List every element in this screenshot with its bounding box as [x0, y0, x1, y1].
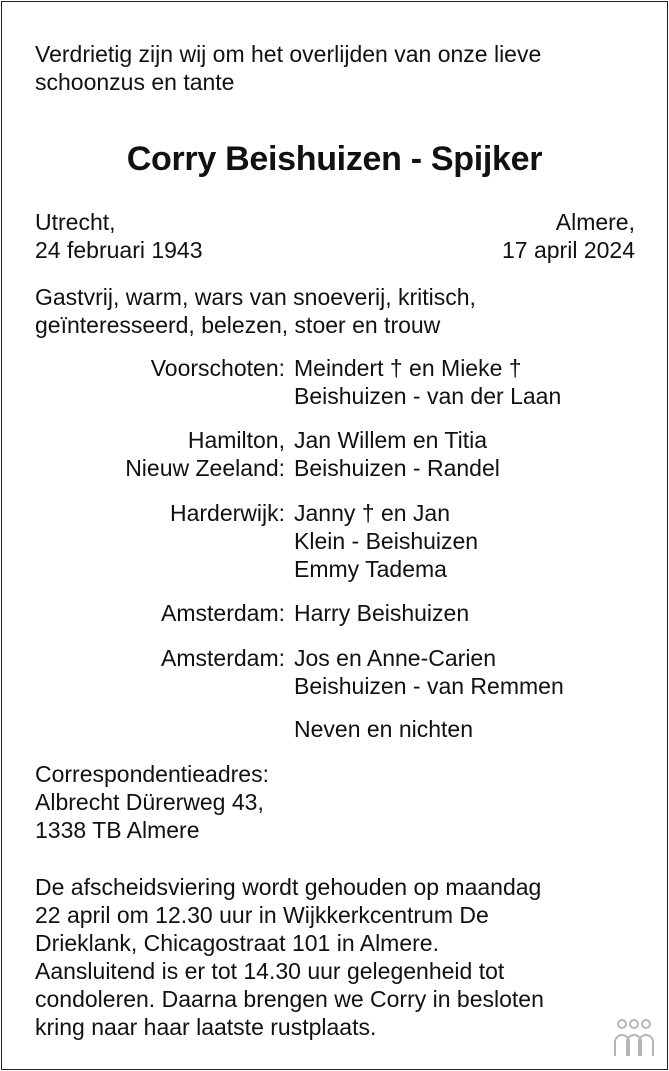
ceremony-line: 22 april om 12.30 uur in Wijkkerkcentrum De — [35, 902, 489, 928]
death-date: 17 april 2024 — [502, 237, 635, 263]
family-place — [35, 426, 285, 482]
family-name-line: Neven en nichten — [294, 716, 474, 742]
family-place-line: Harderwijk: — [169, 500, 285, 526]
family-place — [35, 644, 285, 672]
correspondence-label: Correspondentieadres: — [35, 761, 269, 787]
family-place — [35, 354, 285, 382]
family-name-line: Beishuizen - van Remmen — [294, 673, 564, 699]
family-place-line: Hamilton, — [187, 427, 285, 453]
birth-info — [35, 208, 203, 264]
family-names — [294, 499, 644, 583]
family-names — [294, 599, 644, 627]
deceased-name: Corry Beishuizen - Spijker — [126, 140, 543, 178]
traits-line: Gastvrij, warm, wars van snoeverij, kritisch, — [35, 284, 476, 310]
family-place — [35, 599, 285, 627]
intro-text — [35, 40, 645, 96]
family-place-line: Nieuw Zeeland: — [125, 455, 285, 481]
family-place-line: Voorschoten: — [150, 355, 285, 381]
family-place-line: Amsterdam: — [161, 645, 285, 671]
family-name-line: Janny † en Jan — [294, 500, 451, 526]
death-info — [502, 208, 635, 264]
family-place — [35, 499, 285, 527]
ceremony-line: condoleren. Daarna brengen we Corry in besloten — [35, 986, 544, 1012]
birth-place: Utrecht, — [35, 209, 116, 235]
obituary-card — [1, 1, 668, 1070]
family-name-line: Jan Willem en Titia — [294, 427, 488, 453]
family-name-line: Beishuizen - van der Laan — [294, 383, 562, 409]
ceremony-text — [35, 873, 655, 1041]
ceremony-line: De afscheidsviering wordt gehouden op maandag — [35, 874, 542, 900]
intro-line: schoonzus en tante — [35, 69, 235, 95]
family-name-line: Meindert † en Mieke † — [294, 355, 522, 381]
ceremony-line: Aansluitend is er tot 14.30 uur gelegenheid tot — [35, 958, 505, 984]
family-name-line: Beishuizen - Randel — [294, 455, 500, 481]
correspondence-street: Albrecht Dürerweg 43, — [35, 789, 264, 815]
family-name-line: Klein - Beishuizen — [294, 528, 479, 554]
ceremony-line: Drieklank, Chicagostraat 101 in Almere. — [35, 930, 439, 956]
family-names — [294, 354, 644, 410]
ceremony-line: kring naar haar laatste rustplaats. — [35, 1014, 377, 1040]
family-place-line: Amsterdam: — [161, 600, 285, 626]
correspondence-address — [35, 760, 269, 844]
family-names — [294, 644, 644, 700]
traits-text — [35, 283, 645, 339]
correspondence-city: 1338 TB Almere — [35, 817, 200, 843]
birth-date: 24 februari 1943 — [35, 237, 203, 263]
family-name-line: Jos en Anne-Carien — [294, 645, 497, 671]
family-names — [294, 426, 644, 482]
traits-line: geïnteresseerd, belezen, stoer en trouw — [35, 312, 441, 338]
intro-line: Verdrietig zijn wij om het overlijden van onze lieve — [35, 41, 542, 67]
people-group-icon — [610, 1018, 658, 1058]
family-names — [294, 715, 644, 743]
family-name-line: Harry Beishuizen — [294, 600, 470, 626]
death-place: Almere, — [555, 209, 635, 235]
family-name-line: Emmy Tadema — [294, 556, 447, 582]
